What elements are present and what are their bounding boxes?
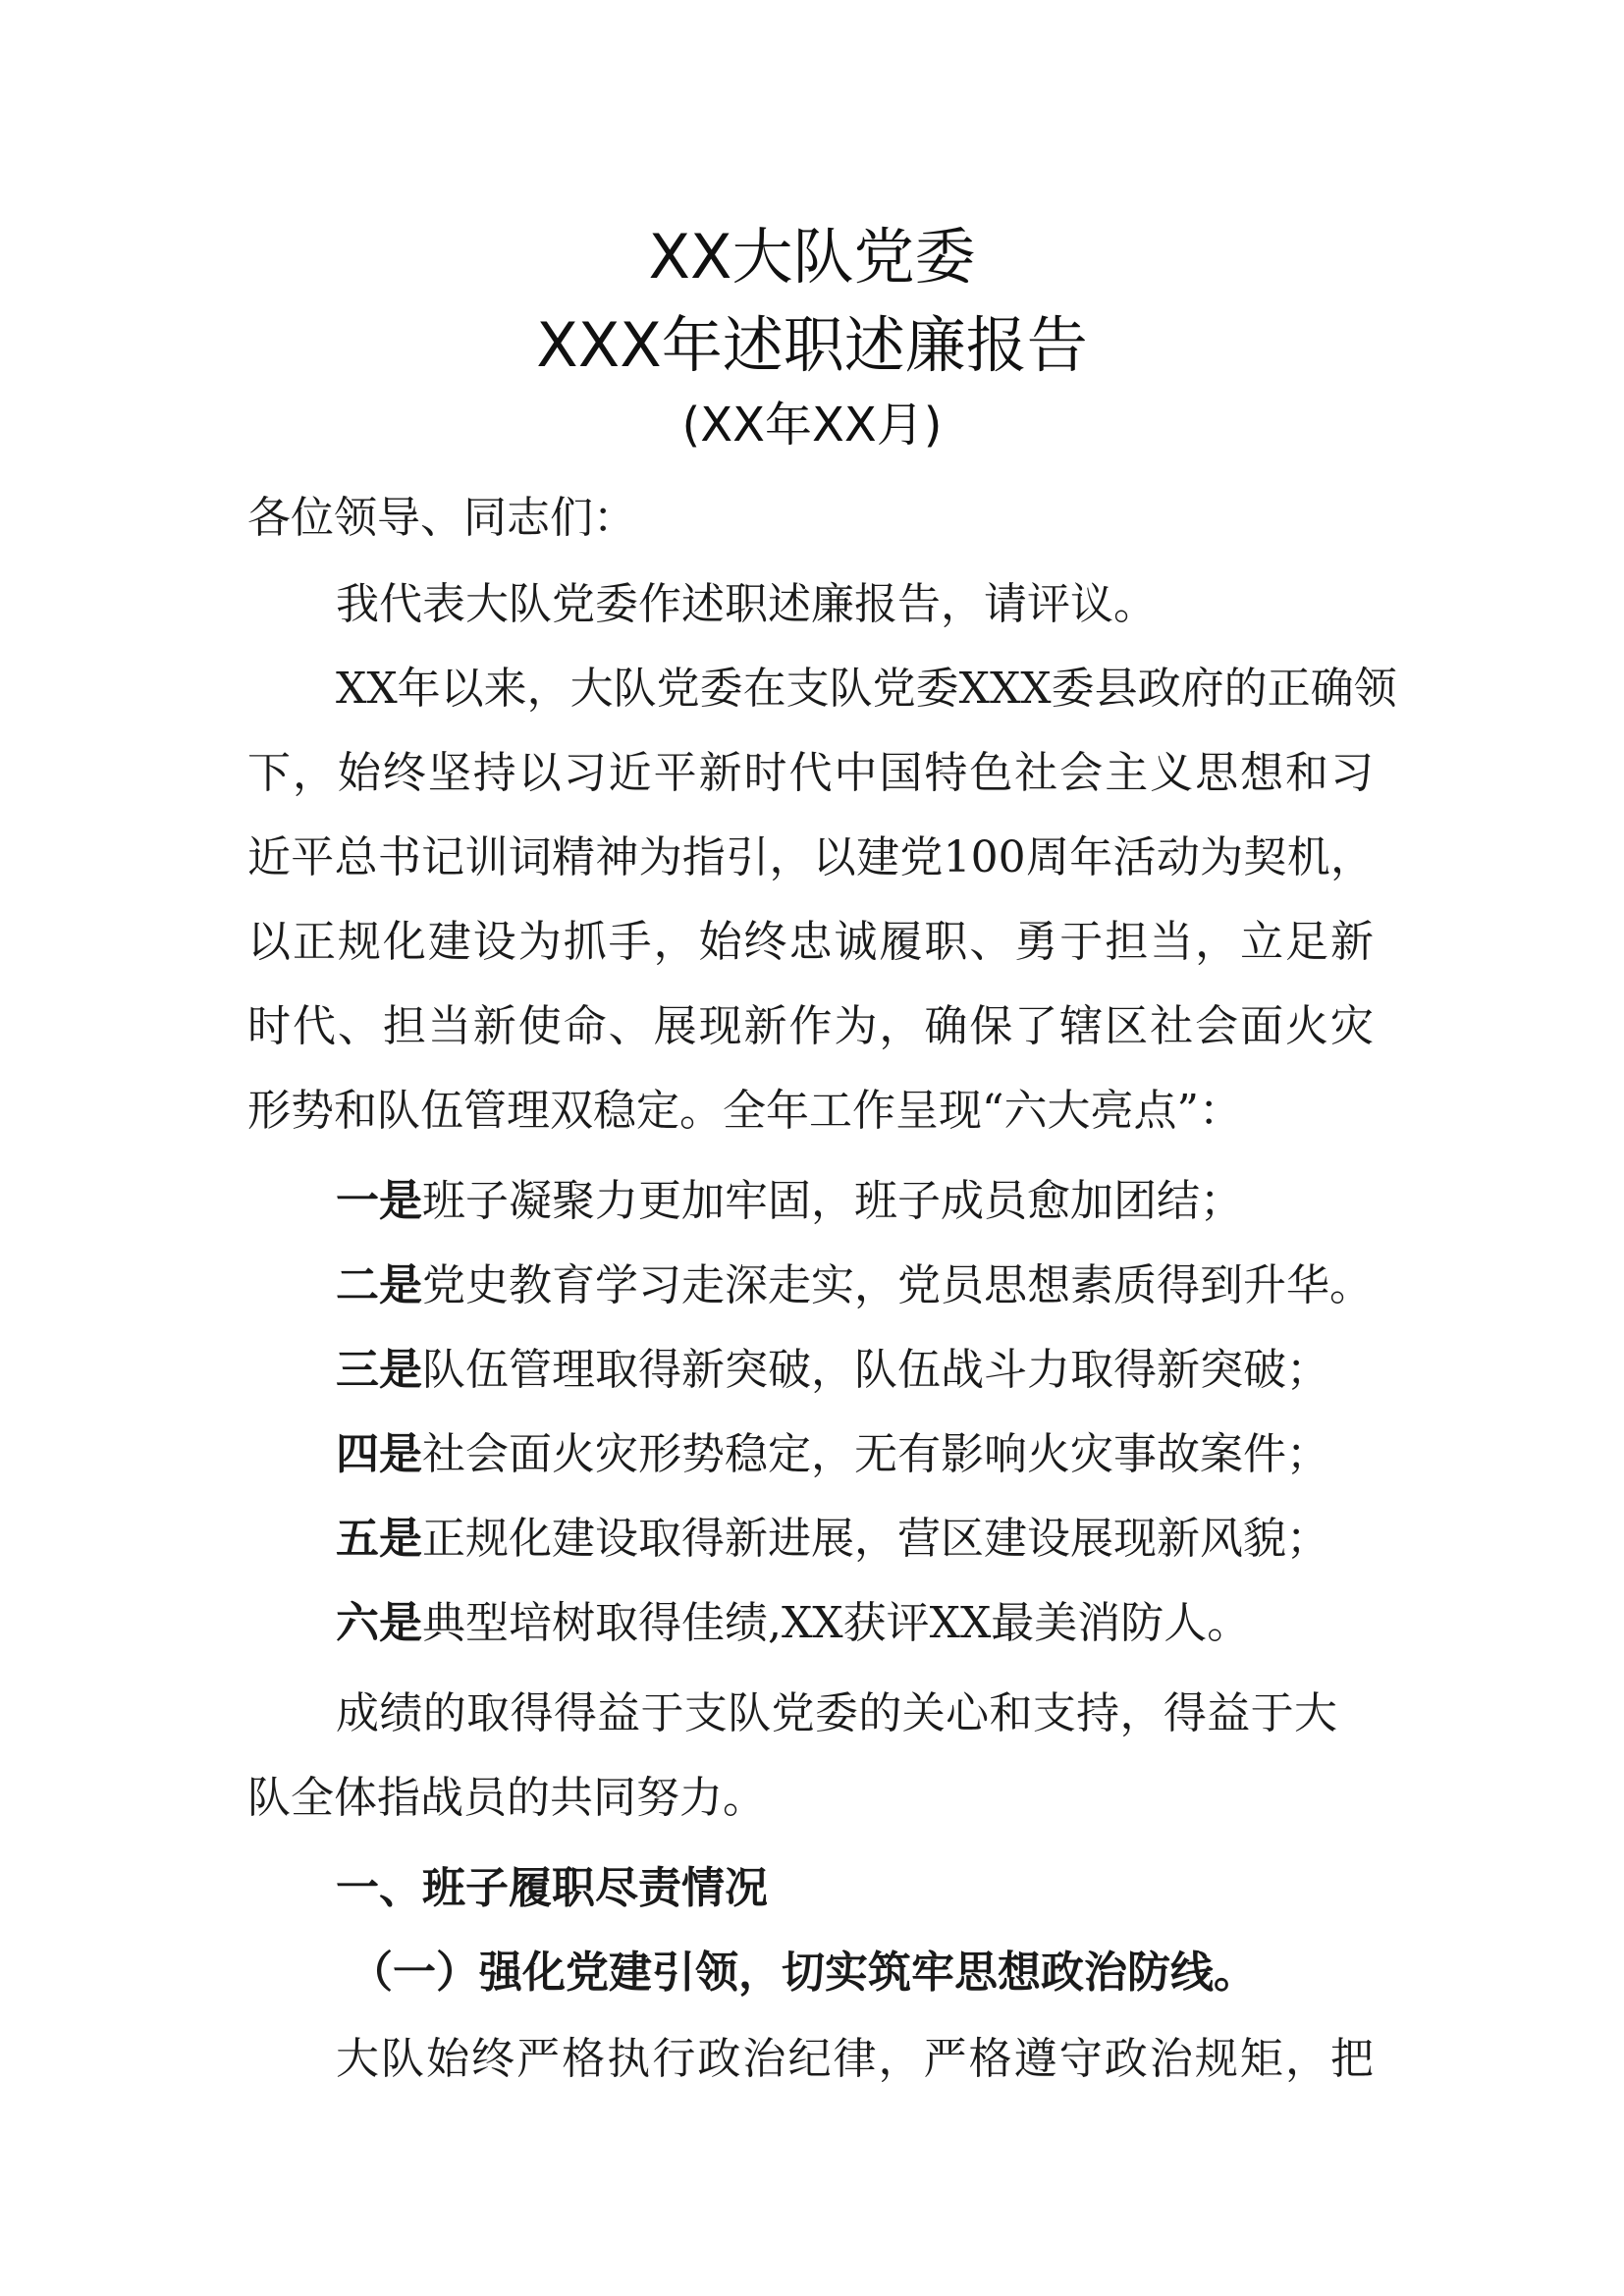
paragraph-line: 下，始终坚持以习近平新时代中国特色社会主义思想和习 xyxy=(247,748,1374,798)
salutation: 各位领导、同志们： xyxy=(247,493,636,543)
highlight-label: 四是 xyxy=(336,1429,422,1479)
document-date: (XX年XX月) xyxy=(681,398,943,453)
highlight-text: 社会面火灾形势稳定，无有影响火灾事故案件； xyxy=(422,1429,1329,1479)
highlight-item xyxy=(336,1594,1250,1653)
highlight-label: 六是 xyxy=(336,1598,422,1648)
highlight-item xyxy=(336,1256,1373,1315)
highlight-text: 党史教育学习走深走实，党员思想素质得到升华。 xyxy=(422,1260,1373,1310)
highlight-text: 队伍管理取得新突破，队伍战斗力取得新突破； xyxy=(422,1345,1329,1395)
paragraph-line: 时代、担当新使命、展现新作为，确保了辖区社会面火灾 xyxy=(247,1001,1374,1051)
highlight-text: 班子凝聚力更加牢固，班子成员愈加团结； xyxy=(422,1176,1243,1226)
highlight-item xyxy=(336,1172,1243,1231)
highlight-text: 正规化建设取得新进展，营区建设展现新风貌； xyxy=(422,1514,1329,1564)
document-subtitle: XXX年述职述廉报告 xyxy=(536,309,1088,381)
highlight-item xyxy=(336,1341,1329,1400)
highlight-label: 二是 xyxy=(336,1260,422,1310)
paragraph-line: 成绩的取得得益于支队党委的关心和支持，得益于大 xyxy=(336,1688,1337,1738)
paragraph-line: 形势和队伍管理双稳定。全年工作呈现“六大亮点”： xyxy=(247,1086,1242,1136)
highlight-text: 典型培树取得佳绩,XX获评XX最美消防人。 xyxy=(422,1598,1251,1648)
highlight-item xyxy=(336,1425,1329,1484)
paragraph-line: 队全体指战员的共同努力。 xyxy=(247,1773,766,1823)
highlight-label: 五是 xyxy=(336,1514,422,1564)
section-heading: 一、班子履职尽责情况 xyxy=(336,1863,768,1913)
paragraph-line: 以正规化建设为抓手，始终忠诚履职、勇于担当，立足新 xyxy=(247,917,1374,967)
paragraph-line: 近平总书记训词精神为指引，以建党100周年活动为契机， xyxy=(247,832,1374,882)
subsection-heading: （一）强化党建引领，切实筑牢思想政治防线。 xyxy=(350,1948,1257,1998)
highlight-item xyxy=(336,1510,1329,1569)
intro-paragraph: 我代表大队党委作述职述廉报告，请评议。 xyxy=(336,579,1157,629)
paragraph-line: XX年以来，大队党委在支队党委XXX委县政府的正确领 xyxy=(336,664,1397,714)
highlight-label: 三是 xyxy=(336,1345,422,1395)
paragraph-line: 大队始终严格执行政治纪律，严格遵守政治规矩，把 xyxy=(336,2034,1374,2084)
highlight-label: 一是 xyxy=(336,1176,422,1226)
document-title: XX大队党委 xyxy=(648,221,976,293)
